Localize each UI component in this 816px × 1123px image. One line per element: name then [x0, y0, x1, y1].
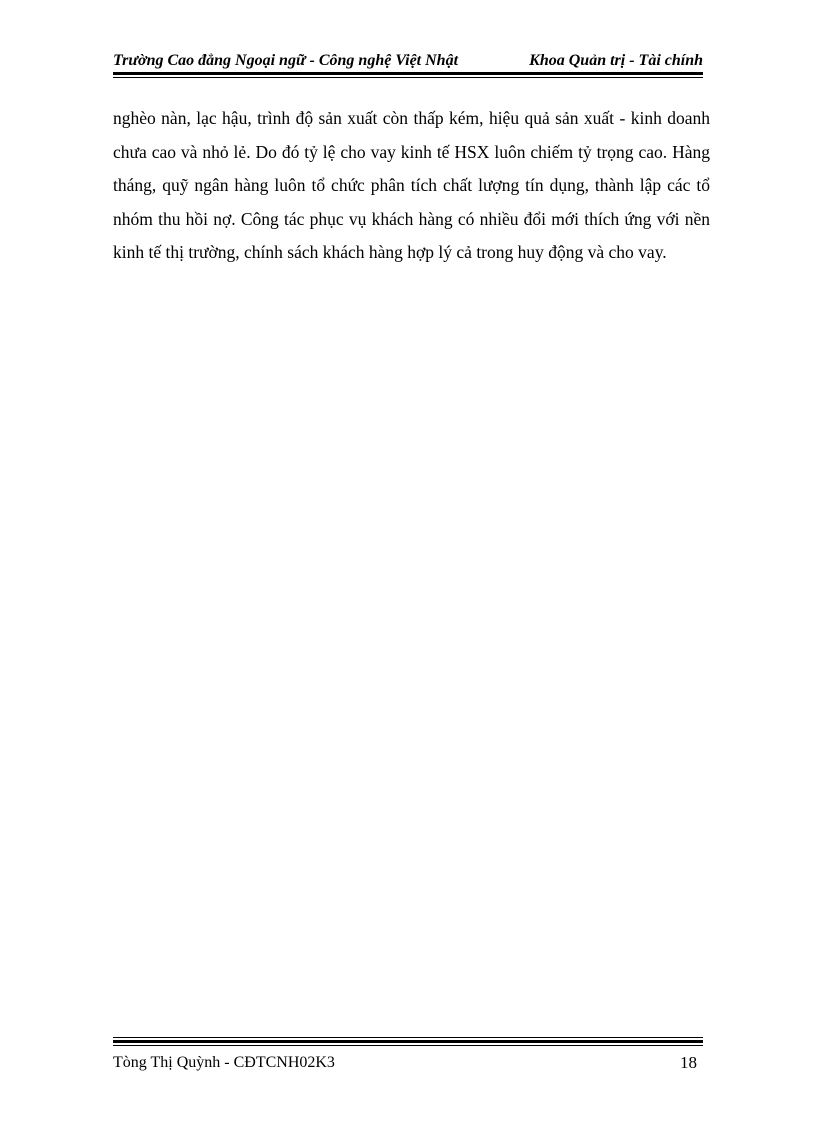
footer-divider-thin-top [113, 1037, 703, 1038]
header-faculty-name: Khoa Quản trị - Tài chính [529, 52, 703, 69]
footer-divider-thick [113, 1040, 703, 1043]
footer-divider-thin-bottom [113, 1045, 703, 1046]
header-divider-thick [113, 72, 703, 75]
header-divider-thin [113, 77, 703, 78]
page-header [113, 50, 703, 74]
header-school-name: Trường Cao đẳng Ngoại ngữ - Công nghệ Việt Nhật [113, 52, 459, 69]
body-paragraph: nghèo nàn, lạc hậu, trình độ sản xuất còn thấp kém, hiệu quả sản xuất - kinh doanh chưa cao và nhỏ lẻ. Do đó tỷ lệ cho vay kinh tế HSX luôn chiếm tỷ trọng cao. Hàng tháng, quỹ ngân hàng luôn tổ chức phân tích chất lượng tín dụng, thành lập các tổ nhóm thu hồi nợ. Công tác phục vụ khách hàng có nhiều đổi mới thích ứng với nền kinh tế thị trường, chính sách khách hàng hợp lý cả trong huy động và cho vay. [113, 108, 710, 262]
footer-author: Tòng Thị Quỳnh - CĐTCNH02K3 [113, 1054, 335, 1071]
page-number: 18 [680, 1053, 697, 1072]
page-footer [113, 1052, 703, 1076]
